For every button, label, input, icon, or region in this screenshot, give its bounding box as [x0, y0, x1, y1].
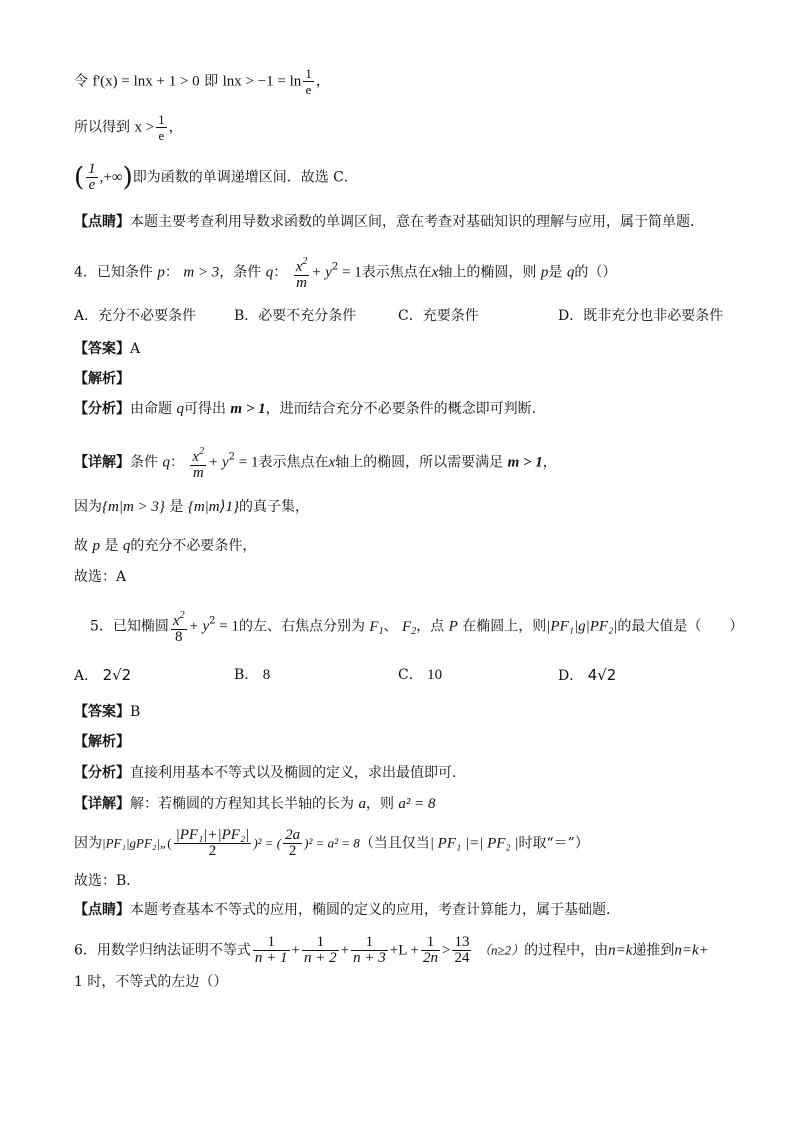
analysis-5 — [74, 732, 130, 752]
fraction: $\frac{1}{n + 3}$ — [353, 934, 386, 966]
option-b: B．必要不充分条件 — [234, 308, 357, 324]
text: 故选：B． — [74, 873, 141, 889]
answer-4 — [74, 339, 140, 359]
fraction: $\frac{2a}{2}$ — [285, 827, 301, 859]
option-a: A． 2√2 — [74, 666, 132, 684]
text: 所以得到 — [74, 119, 130, 136]
fenxi-5 — [74, 763, 466, 783]
fraction: $\frac{1}{e}$ — [158, 112, 165, 143]
gt: > — [442, 942, 451, 959]
focus-1: $F_1$ — [369, 618, 384, 637]
text: 的（） — [574, 264, 617, 281]
var: q — [176, 401, 184, 417]
text: 故选：A — [74, 569, 127, 585]
var: q — [566, 264, 575, 281]
formula: = 1 — [215, 618, 239, 635]
fenxi-tag: 【分析】 — [74, 401, 130, 417]
question-6 — [74, 935, 709, 966]
text: 的最大值是（ ） — [617, 618, 744, 635]
text: 解：若椭圆的方程知其长半轴的长为 — [130, 796, 354, 812]
formula: | PF₁ |=| PF₂ | — [429, 835, 519, 852]
text: 是 — [104, 538, 119, 554]
fraction: $\frac{13}{24}$ — [454, 934, 470, 966]
option-d: D．既非充分也非必要条件 — [558, 308, 724, 324]
formula: + y — [311, 264, 332, 281]
text: 本题主要考查利用导数求函数的单调区间，意在考查对基础知识的理解与应用，属于简单题． — [130, 214, 704, 230]
formula: + y — [188, 618, 210, 635]
text: ， — [315, 73, 330, 90]
formula: m > 1 — [507, 454, 543, 471]
fraction: $\frac{1}{e}$ — [88, 161, 96, 193]
text: 是 — [169, 499, 184, 515]
fenxi-tag: 【分析】 — [74, 765, 130, 781]
comment-tag: 【点睛】 — [74, 214, 130, 230]
formula: |PF₁|gPF₂|„ — [102, 835, 168, 851]
text: 时取“＝”） — [518, 835, 589, 852]
var: p — [92, 538, 100, 554]
text: 可得出 — [183, 401, 226, 417]
text: 即 — [204, 73, 219, 90]
text: 因为 — [74, 835, 102, 852]
formula: = 1 — [338, 264, 362, 281]
fraction: $\frac{1}{e}$ — [305, 66, 312, 97]
text: ，进而结合充分不必要条件的概念即可判断. — [265, 401, 537, 417]
formula: = 1 — [234, 454, 259, 471]
formula: lnx > −1 = ln — [222, 73, 302, 90]
option-c: C．充要条件 — [398, 308, 479, 324]
detail-5 — [74, 794, 436, 814]
comment-tag: 【点睛】 — [74, 902, 130, 918]
detail-4: 【详解】条件 q： $\frac{x^2}{m}$ + $y^2 = 1$表示焦点在x轴上的椭圆，所以需要满足 m > 1， — [74, 446, 557, 481]
text: 5．已知椭圆 — [90, 618, 169, 635]
text: 、 — [383, 618, 398, 635]
interval-line — [74, 162, 358, 193]
formula: )² = a² = 8 — [304, 835, 360, 851]
fenxi-4 — [74, 399, 536, 419]
answer-tag: 【答案】 — [74, 704, 130, 720]
text: 轴上的椭圆，则 — [438, 264, 537, 281]
text: ： — [169, 454, 184, 471]
detail-tag: 【详解】 — [74, 454, 130, 471]
text: 本题考查基本不等式的应用，椭圆的定义的应用，考查计算能力，属于基础题． — [130, 902, 620, 918]
option-b: B． 8 — [234, 667, 271, 683]
text: （当且仅当 — [359, 835, 430, 852]
text: 令 — [74, 73, 88, 90]
var: q — [162, 454, 170, 471]
text: ，点 — [416, 618, 445, 635]
inequality-line — [74, 828, 589, 859]
fraction: $\frac{1}{n + 1}$ — [254, 934, 288, 966]
var: x — [431, 264, 439, 281]
comment-line — [74, 212, 704, 232]
text: 是 — [548, 264, 563, 281]
formula: n=k — [608, 942, 633, 959]
text: ： — [273, 264, 288, 281]
formula: f'(x) = lnx + 1 > 0 — [92, 73, 200, 90]
text: 的左、右焦点分别为 — [238, 618, 365, 635]
analysis-tag: 【解析】 — [74, 734, 130, 750]
option-d: D． 4√2 — [558, 666, 617, 684]
text: 在椭圆上，则 — [462, 618, 547, 635]
fraction: $\frac{\text{|PF₁|+|PF₂|}}{2}$ — [175, 827, 250, 859]
text: 的真子集， — [238, 499, 309, 515]
conclusion-4 — [74, 536, 256, 556]
text: 的充分不必要条件， — [130, 538, 257, 554]
formula: m > 1 — [230, 401, 266, 417]
var: a — [358, 796, 366, 812]
fraction: $\frac{x^2}{m}$ — [295, 256, 308, 291]
var: q — [122, 538, 131, 554]
answer-value: A — [130, 341, 141, 357]
fraction: $\frac{1}{n + 2}$ — [304, 934, 337, 966]
text: 故 — [74, 538, 88, 554]
formula: +L + — [389, 942, 420, 959]
text: 6．用数学归纳法证明不等式 — [74, 942, 251, 959]
var: P — [448, 618, 458, 635]
choice-5 — [74, 871, 140, 891]
option-a: A．充分不必要条件 — [74, 308, 197, 324]
formula: n=k+ — [674, 942, 709, 959]
set: {m|m > 3} — [102, 499, 165, 515]
text: ， — [168, 119, 183, 136]
question-5: 5．已知椭圆 $\frac{x^2}{8}$ + $y^2 = 1$的左、右焦点分别为 $F_1$、 $F_2$，点 P 在椭圆上，则|PF₁|g|PF₂|的最大值是（ ） — [90, 610, 744, 645]
text: 因为 — [74, 499, 102, 515]
text: 的过程中，由 — [524, 942, 609, 959]
fraction: $\frac{1}{2n}$ — [423, 934, 439, 966]
detail-tag: 【详解】 — [74, 796, 130, 812]
formula: ,+∞ — [99, 169, 123, 186]
subset-line — [74, 497, 309, 517]
text: ， — [542, 454, 557, 471]
text: 表示焦点在 — [258, 454, 329, 471]
plus: + — [291, 942, 301, 959]
question-4: 4．已知条件 p： m > 3，条件 q： $\frac{x^2}{m}$ + $y^2 = 1$表示焦点在x轴上的椭圆，则 p是 q的（） — [74, 256, 617, 291]
paren: ) — [122, 162, 133, 193]
answer-value: B — [130, 704, 141, 720]
formula: x > — [134, 119, 155, 136]
paren: ( — [167, 835, 172, 851]
text: 表示焦点在 — [361, 264, 432, 281]
conclusion-line — [74, 112, 183, 143]
choice-4 — [74, 567, 126, 587]
condition: （n≥2） — [477, 942, 525, 958]
derivative-line — [74, 66, 330, 97]
text: ，则 — [365, 796, 394, 812]
text: 递推到 — [632, 942, 675, 959]
comment-5 — [74, 900, 620, 920]
fraction: $\frac{x^2}{8}$ — [172, 610, 185, 645]
text: 1 时，不等式的左边（） — [74, 974, 228, 990]
paren: ( — [74, 162, 85, 193]
text: ，条件 — [219, 264, 262, 281]
option-c: C． 10 — [398, 667, 443, 683]
text: 由命题 — [130, 401, 172, 417]
analysis-tag: 【解析】 — [74, 371, 130, 387]
formula: m > 3 — [183, 264, 220, 281]
text: 即为函数的单调递增区间．故选 C． — [132, 169, 358, 186]
analysis-4 — [74, 369, 130, 389]
var: p — [157, 264, 165, 281]
formula: |PF₁|g|PF₂| — [546, 618, 618, 635]
focus-2: $F_2$ — [402, 618, 417, 637]
answer-tag: 【答案】 — [74, 341, 130, 357]
formula: a² = 8 — [398, 796, 436, 812]
text: 4．已知条件 — [74, 264, 153, 281]
var: q — [265, 264, 274, 281]
answer-5 — [74, 702, 140, 722]
set: {m|m⟩1} — [187, 499, 239, 515]
plus: + — [340, 942, 350, 959]
formula: )² = ( — [253, 835, 282, 851]
text: 轴上的椭圆，所以需要满足 — [335, 454, 504, 471]
question-6-cont — [74, 972, 227, 992]
text: 条件 — [130, 454, 158, 471]
var: p — [540, 264, 549, 281]
var: x — [328, 454, 336, 471]
fraction: $\frac{x^2}{m}$ — [192, 446, 205, 481]
formula: + y — [208, 454, 229, 471]
text: ： — [164, 264, 179, 281]
text: 直接利用基本不等式以及椭圆的定义，求出最值即可． — [130, 765, 466, 781]
